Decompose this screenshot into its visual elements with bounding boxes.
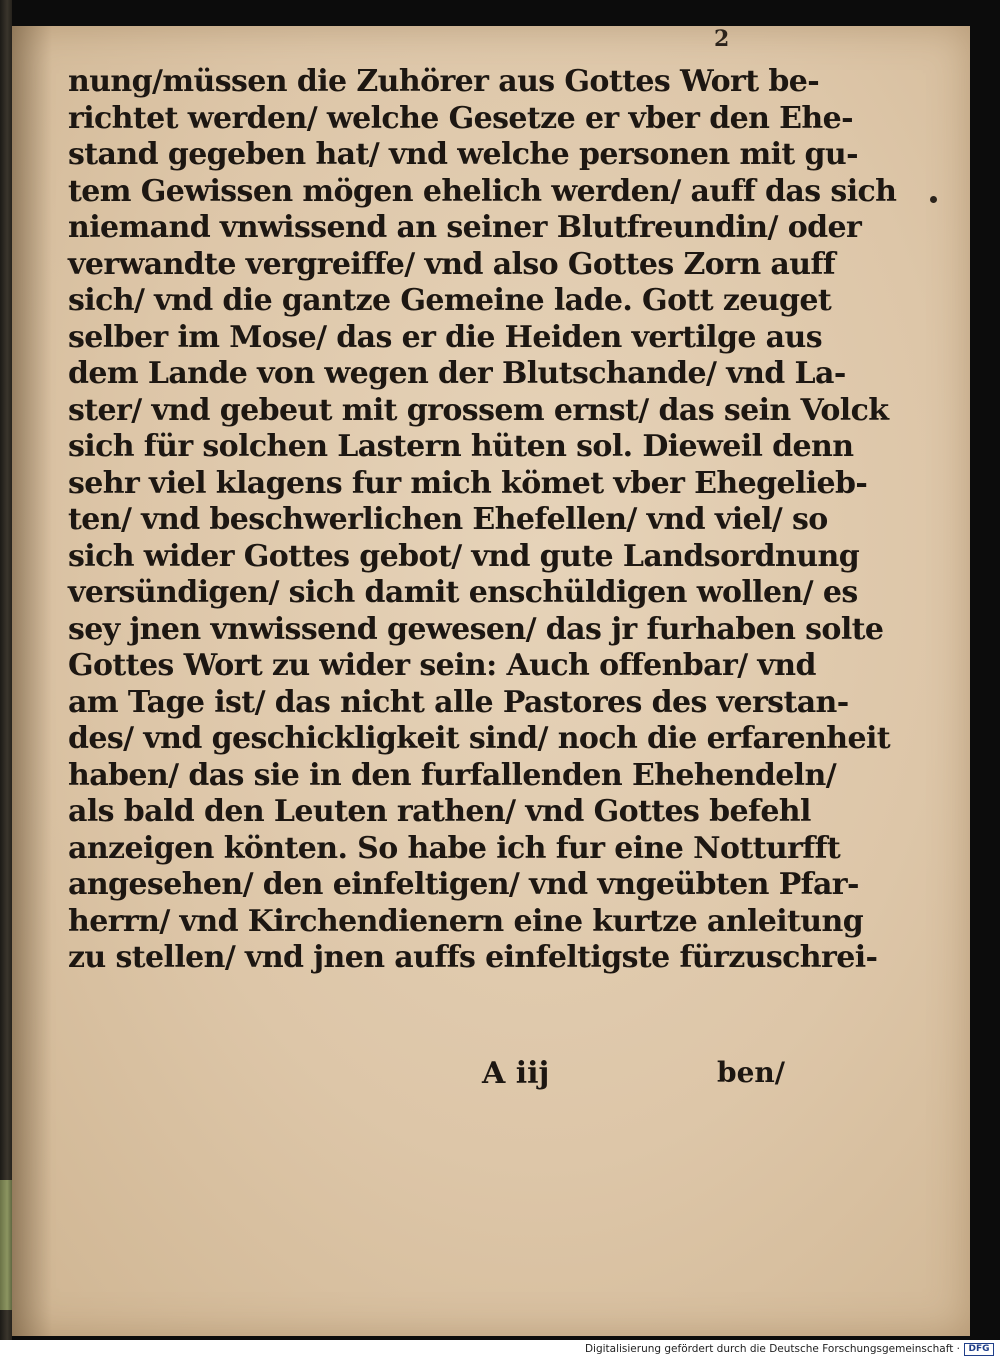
text-line: ten/ vnd beschwerlichen Ehefellen/ vnd viel/ so: [68, 502, 828, 537]
text-line: verwandte vergreiffe/ vnd also Gottes Zorn auff: [68, 246, 836, 282]
page-number-mark: 2: [714, 26, 730, 52]
text-line: zu stellen/ vnd jnen auffs einfeltigste fürzuschrei-: [68, 940, 878, 975]
text-line: niemand vnwissend an seiner Blutfreundin/ oder: [68, 210, 862, 245]
book-binding: [0, 0, 12, 1340]
text-line: tem Gewissen mögen ehelich werden/ auff das sich: [68, 173, 897, 209]
text-line: herrn/ vnd Kirchendienern eine kurtze anleitung: [68, 903, 864, 939]
binding-band: [0, 1180, 12, 1310]
text-line: versündigen/ sich damit enschüldigen wollen/ es: [68, 575, 858, 610]
text-line: haben/ das sie in den furfallenden Ehehendeln/: [68, 757, 837, 793]
text-line: stand gegeben hat/ vnd welche personen mit gu-: [68, 137, 858, 172]
margin-mark: [930, 196, 937, 203]
dfg-logo: DFG: [964, 1343, 994, 1356]
text-line: ster/ vnd gebeut mit grossem ernst/ das sein Volck: [68, 392, 889, 428]
catchword: ben/: [717, 1056, 785, 1089]
text-line: selber im Mose/ das er die Heiden vertilge aus: [68, 319, 823, 355]
footer-bar: [0, 1340, 1000, 1359]
text-line: sey jnen vnwissend gewesen/ das jr furhaben solte: [68, 611, 884, 647]
text-line: sehr viel klagens fur mich kömet vber Ehegelieb-: [68, 465, 868, 501]
text-line: dem Lande von wegen der Blutschande/ vnd La-: [68, 356, 846, 391]
text-line: anzeigen könten. So habe ich fur eine Notturfft: [68, 830, 841, 866]
funding-credit: Digitalisierung gefördert durch die Deutsche Forschungsgemeinschaft ·: [584, 1343, 960, 1355]
text-line: richtet werden/ welche Gesetze er vber den Ehe-: [68, 100, 853, 136]
signature-mark: A iij: [482, 1056, 550, 1091]
text-line: sich wider Gottes gebot/ vnd gute Landsordnung: [68, 538, 860, 574]
book-page: [12, 26, 970, 1336]
page-text: [68, 64, 897, 977]
text-line: sich/ vnd die gantze Gemeine lade. Gott zeuget: [68, 283, 832, 318]
text-line: Gottes Wort zu wider sein: Auch offenbar/ vnd: [68, 648, 816, 683]
text-line: am Tage ist/ das nicht alle Pastores des verstan-: [68, 684, 849, 720]
text-line: als bald den Leuten rathen/ vnd Gottes befehl: [68, 794, 811, 829]
text-line: sich für solchen Lastern hüten sol. Dieweil denn: [68, 429, 854, 464]
text-line: des/ vnd geschickligkeit sind/ noch die erfarenheit: [68, 721, 891, 756]
text-line: angesehen/ den einfeltigen/ vnd vngeübten Pfar-: [68, 867, 859, 902]
text-line: nung/müssen die Zuhörer aus Gottes Wort be-: [68, 64, 820, 99]
